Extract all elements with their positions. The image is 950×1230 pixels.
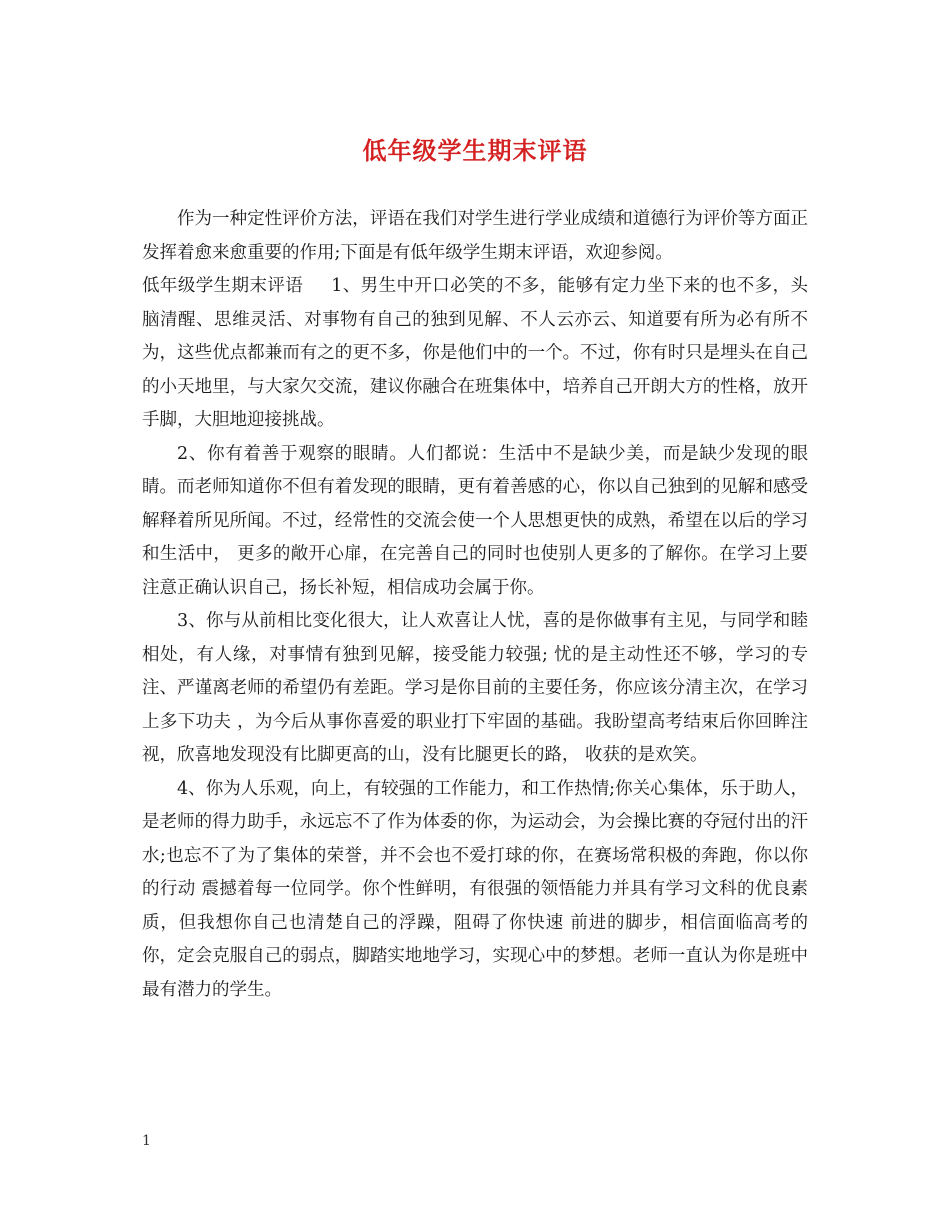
section-heading: 低年级学生期末评语 bbox=[142, 276, 304, 296]
page-number: 1 bbox=[142, 1133, 151, 1149]
comment-paragraph-3: 3、你与从前相比变化很大，让人欢喜让人忧，喜的是你做事有主见，与同学和睦相处，有人缘，对事情有独到见解，接受能力较强; 忧的是主动性还不够，学习的专注、严谨离老师的希望仍有差距。学习是你目前的主要任务，你应该分清主次，在学习上多下功夫 ，为今后从事你喜爱的职业打下牢固的基础。我盼望高考结束后你回眸注视，欣喜地发现没有比脚更高的山，没有比腿更长的路， 收获的是欢笑。 bbox=[142, 611, 808, 765]
comment-paragraph-4: 4、你为人乐观，向上，有较强的工作能力，和工作热情;你关心集体，乐于助人，是老师的得力助手，永远忘不了作为体委的你，为运动会，为会操比赛的夺冠付出的汗水;也忘不了为了集体的荣誉，并不会也不爱打球的你，在赛场常积极的奔跑，你以你的行动 震撼着每一位同学。你个性鲜明，有很强的领悟能力并具有学习文科的优良素质，但我想你自己也清楚自己的浮躁，阻碍了你快速 前进的脚步，相信面临高考的你，定会克服自己的弱点，脚踏实地地学习，实现心中的梦想。老师一直认为你是班中最有潜力的学生。 bbox=[142, 778, 808, 1000]
document-body bbox=[142, 203, 808, 1007]
comment-paragraph-1 bbox=[142, 270, 808, 438]
document-title: 低年级学生期末评语 bbox=[362, 136, 588, 165]
intro-paragraph: 作为一种定性评价方法，评语在我们对学生进行学业成绩和道德行为评价等方面正发挥着愈来愈重要的作用;下面是有低年级学生期末评语，欢迎参阅。 bbox=[142, 209, 808, 263]
comment-1-text: 1、男生中开口必笑的不多，能够有定力坐下来的也不多，头脑清醒、思维灵活、对事物有自己的独到见解、不人云亦云、知道要有所为必有所不为，这些优点都兼而有之的更不多，你是他们中的一个。不过，你有时只是埋头在自己的小天地里，与大家欠交流，建议你融合在班集体中，培养自己开朗大方的性格，放开手脚，大胆地迎接挑战。 bbox=[142, 276, 809, 430]
comment-paragraph-2: 2、你有着善于观察的眼睛。人们都说：生活中不是缺少美，而是缺少发现的眼睛。而老师知道你不但有着发现的眼睛，更有着善感的心，你以自己独到的见解和感受解释着所见所闻。不过，经常性的交流会使一个人思想更快的成熟，希望在以后的学习和生活中， 更多的敞开心扉，在完善自己的同时也使别人更多的了解你。在学习上要注意正确认识自己，扬长补短，相信成功会属于你。 bbox=[142, 443, 808, 598]
